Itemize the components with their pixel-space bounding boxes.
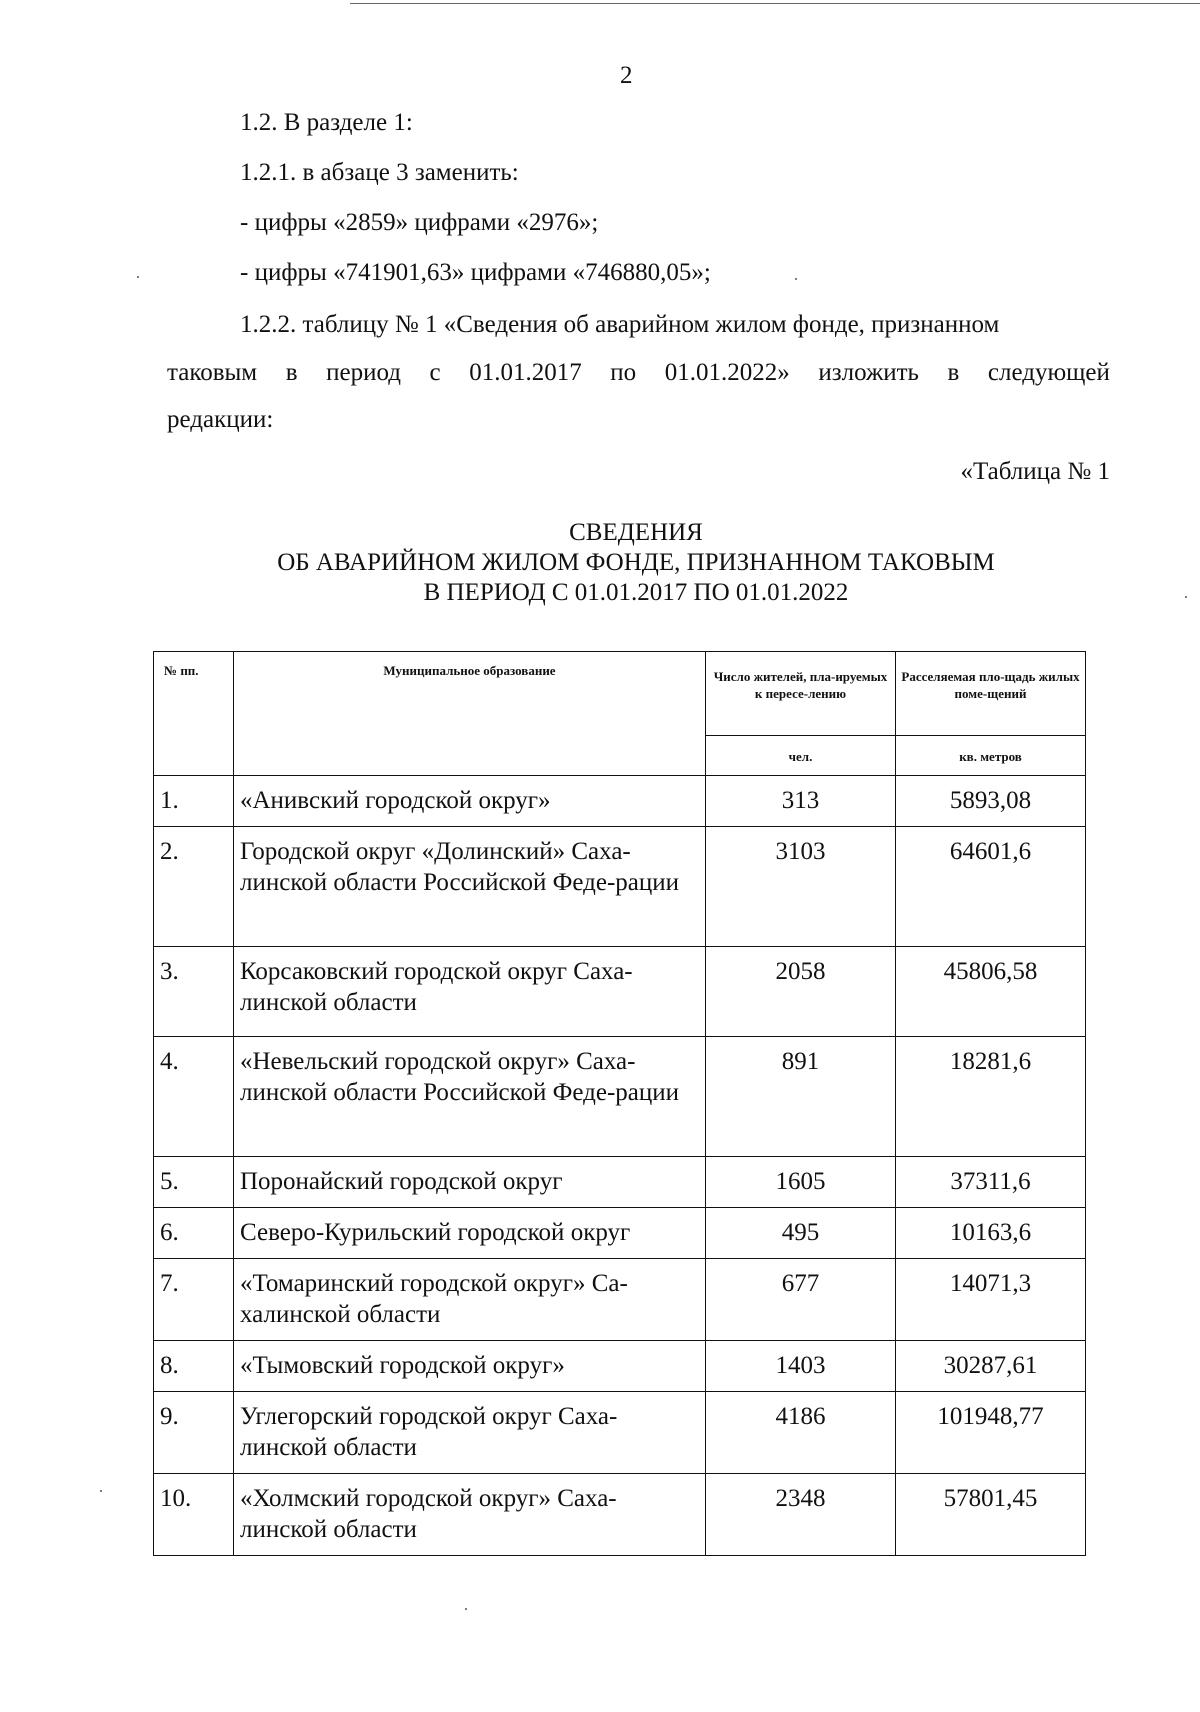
row-municipality: Городской округ «Долинский» Саха-линской области Российской Феде-рации — [234, 827, 706, 947]
header-municipality: Муниципальное образование — [234, 652, 706, 776]
row-num: 9. — [154, 1392, 234, 1474]
title-line-1: СВЕДЕНИЯ — [569, 519, 703, 546]
scan-speck — [100, 1490, 102, 1492]
paragraph-1-2: 1.2. В разделе 1: — [240, 109, 413, 136]
row-municipality: «Тымовский городской округ» — [234, 1341, 706, 1392]
table-row — [154, 1392, 1086, 1474]
row-num: 1. — [154, 776, 234, 827]
table-header-row — [154, 652, 1086, 736]
paragraph-replace-1: - цифры «2859» цифрами «2976»; — [240, 209, 599, 236]
row-residents: 1605 — [706, 1157, 896, 1208]
row-municipality: «Анивский городской округ» — [234, 776, 706, 827]
header-area-unit: кв. метров — [896, 736, 1086, 776]
row-municipality: «Холмский городской округ» Саха-линской области — [234, 1474, 706, 1556]
scan-speck — [465, 1608, 467, 1610]
row-area: 37311,6 — [896, 1157, 1086, 1208]
header-residents-unit: чел. — [706, 736, 896, 776]
table-row — [154, 1037, 1086, 1157]
table-row — [154, 1474, 1086, 1556]
header-residents: Число жителей, пла-ируемых к пересе-лению — [706, 652, 896, 736]
row-area: 45806,58 — [896, 947, 1086, 1037]
emergency-housing-table — [153, 651, 1086, 1556]
row-num: 4. — [154, 1037, 234, 1157]
row-residents: 2348 — [706, 1474, 896, 1556]
table-row — [154, 1157, 1086, 1208]
row-area: 5893,08 — [896, 776, 1086, 827]
row-municipality: Корсаковский городской округ Саха-линской области — [234, 947, 706, 1037]
row-num: 10. — [154, 1474, 234, 1556]
row-area: 64601,6 — [896, 827, 1086, 947]
row-area: 101948,77 — [896, 1392, 1086, 1474]
row-num: 6. — [154, 1208, 234, 1259]
row-num: 3. — [154, 947, 234, 1037]
page-number: 2 — [620, 62, 633, 89]
table-label: «Таблица № 1 — [960, 458, 1110, 485]
row-residents: 1403 — [706, 1341, 896, 1392]
paragraph-replace-2: - цифры «741901,63» цифрами «746880,05»; — [240, 259, 711, 286]
page-top-rule — [350, 3, 1200, 4]
row-num: 5. — [154, 1157, 234, 1208]
row-num: 7. — [154, 1259, 234, 1341]
word: по — [610, 359, 637, 386]
word: таковым — [167, 359, 258, 386]
row-area: 10163,6 — [896, 1208, 1086, 1259]
table-title — [0, 518, 1200, 608]
row-residents: 313 — [706, 776, 896, 827]
header-num: № пп. — [154, 652, 234, 776]
row-area: 30287,61 — [896, 1341, 1086, 1392]
scan-speck — [795, 278, 797, 280]
row-municipality: Поронайский городской округ — [234, 1157, 706, 1208]
row-municipality: «Невельский городской округ» Саха-линской области Российской Феде-рации — [234, 1037, 706, 1157]
row-municipality: «Томаринский городской округ» Са-халинской области — [234, 1259, 706, 1341]
word: следующей — [987, 359, 1110, 386]
table-row — [154, 1259, 1086, 1341]
word: в — [285, 359, 298, 386]
row-residents: 677 — [706, 1259, 896, 1341]
row-residents: 2058 — [706, 947, 896, 1037]
row-municipality: Углегорский городской округ Саха-линской области — [234, 1392, 706, 1474]
table-row — [154, 776, 1086, 827]
title-line-2: ОБ АВАРИЙНОМ ЖИЛОМ ФОНДЕ, ПРИЗНАННОМ ТАКОВЫМ — [277, 549, 995, 576]
word: с — [429, 359, 441, 386]
row-municipality: Северо-Курильский городской округ — [234, 1208, 706, 1259]
header-area: Расселяемая пло-щадь жилых поме-щений — [896, 652, 1086, 736]
paragraph-1-2-2-line-2 — [167, 358, 1110, 388]
word: период — [326, 359, 401, 386]
table-row — [154, 1208, 1086, 1259]
row-area: 14071,3 — [896, 1259, 1086, 1341]
row-residents: 4186 — [706, 1392, 896, 1474]
row-num: 8. — [154, 1341, 234, 1392]
row-residents: 3103 — [706, 827, 896, 947]
word: изложить — [818, 359, 919, 386]
scan-speck — [1185, 596, 1187, 598]
scan-speck — [137, 276, 139, 278]
row-residents: 891 — [706, 1037, 896, 1157]
table-row — [154, 1341, 1086, 1392]
row-area: 57801,45 — [896, 1474, 1086, 1556]
paragraph-1-2-2-line-1: 1.2.2. таблицу № 1 «Сведения об аварийном жилом фонде, признанном — [240, 311, 1000, 338]
table-row — [154, 947, 1086, 1037]
table-row — [154, 827, 1086, 947]
word: 01.01.2022» — [664, 359, 790, 386]
word: 01.01.2017 — [469, 359, 582, 386]
row-residents: 495 — [706, 1208, 896, 1259]
word: в — [947, 359, 960, 386]
paragraph-1-2-2-line-3: редакции: — [167, 406, 274, 433]
paragraph-1-2-1: 1.2.1. в абзаце 3 заменить: — [240, 159, 519, 186]
row-num: 2. — [154, 827, 234, 947]
title-line-3: В ПЕРИОД С 01.01.2017 ПО 01.01.2022 — [423, 579, 849, 606]
row-area: 18281,6 — [896, 1037, 1086, 1157]
